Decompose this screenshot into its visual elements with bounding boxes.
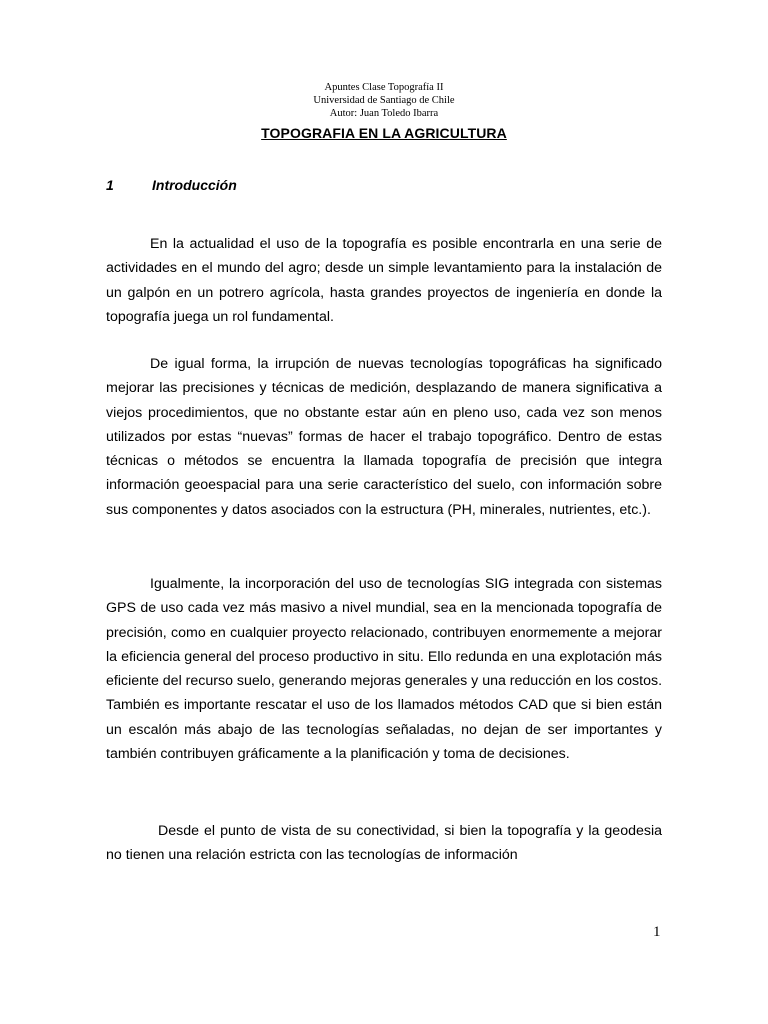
section-number: 1 xyxy=(106,177,114,193)
header-course: Apuntes Clase Topografía II xyxy=(324,82,444,93)
document-title: TOPOGRAFIA EN LA AGRICULTURA xyxy=(261,125,507,141)
section-title: Introducción xyxy=(152,177,237,193)
header-university: Universidad de Santiago de Chile xyxy=(313,95,455,106)
header-author: Autor: Juan Toledo Ibarra xyxy=(329,108,439,119)
paragraph-1: En la actualidad el uso de la topografía es posible encontrarla en una serie de actividades en el mundo del agro; desde un simple levantamiento para la instalación de un galpón en un potrero agrícola, hasta grandes proyectos de ingeniería en donde la topografía juega un rol fundamental. xyxy=(106,236,662,325)
paragraph-2: De igual forma, la irrupción de nuevas tecnologías topográficas ha significado mejorar las precisiones y técnicas de medición, desplazando de manera significativa a viejos procedimientos, que no obstante estar aún en pleno uso, cada vez son menos utilizados por estas “nuevas” formas de hacer el trabajo topográfico. Dentro de estas técnicas o métodos se encuentra la llamada topografía de precisión que integra información geoespacial para una serie característico del suelo, con información sobre sus componentes y datos asociados con la estructura (PH, minerales, nutrientes, etc.). xyxy=(106,356,662,518)
paragraph-3: Igualmente, la incorporación del uso de tecnologías SIG integrada con sistemas GPS de uso cada vez más masivo a nivel mundial, sea en la mencionada topografía de precisión, como en cualquier proyecto relacionado, contribuyen enormemente a mejorar la eficiencia general del proceso productivo in situ. Ello redunda en una explotación más eficiente del recurso suelo, generando mejoras generales y una reducción en los costos. También es importante rescatar el uso de los llamados métodos CAD que si bien están un escalón más abajo de las tecnologías señaladas, no dejan de ser importantes y también contribuyen gráficamente a la planificación y toma de decisiones. xyxy=(106,576,663,763)
page-number: 1 xyxy=(653,924,661,940)
section-heading xyxy=(106,177,237,193)
paragraph-4: Desde el punto de vista de su conectividad, si bien la topografía y la geodesia no tienen una relación estricta con las tecnologías de información xyxy=(106,823,662,864)
